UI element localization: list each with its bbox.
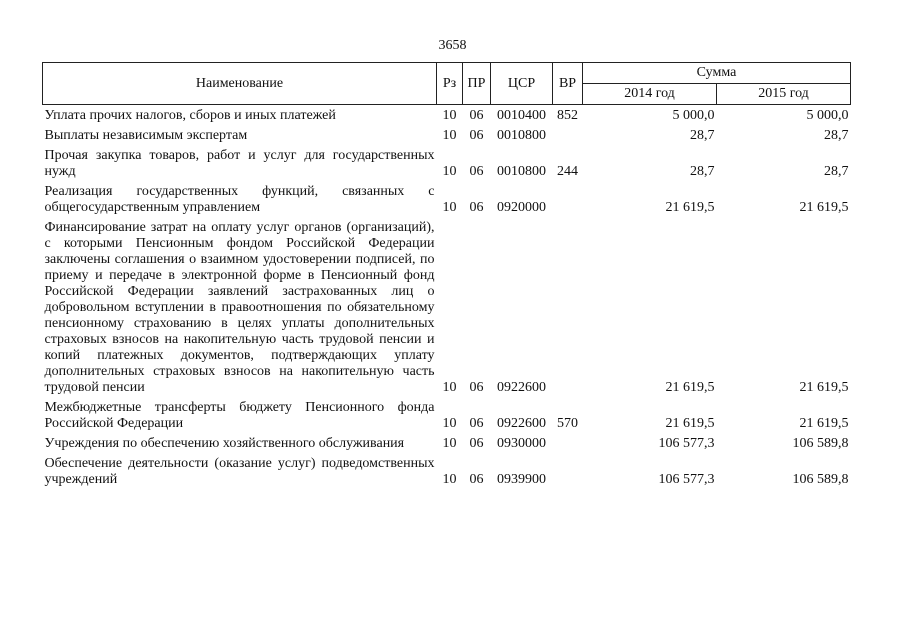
row-csr: 0010400	[497, 108, 546, 123]
row-vr: 570	[557, 416, 578, 431]
table-header	[43, 63, 851, 105]
row-name: Реализация государственных функций, связанных с общегосударственным управлением	[44, 184, 435, 215]
header-sum: Сумма	[583, 63, 851, 84]
row-sum-2015: 21 619,5	[799, 380, 849, 395]
row-pr: 06	[469, 472, 484, 487]
header-name: Наименование	[43, 63, 437, 105]
row-vr	[553, 436, 583, 456]
table-row	[43, 436, 851, 456]
row-name: Финансирование затрат на оплату услуг органов (организаций), с которыми Пенсионным фондом Российской Федерации заключены соглашения о взаимном удостоверении подписей, по приему и передаче в электронной форме в Пенсионный фонд Российской Федерации заявлений застрахованных лиц о добровольном вступлении в правоотношения по обязательному пенсионному страхованию в целях уплаты дополнительных страховых взносов на накопительную часть трудовой пенсии и копий платежных документов, подтверждающих уплату дополнительных страховых взносов на накопительную часть трудовой пенсии	[44, 220, 435, 395]
row-csr: 0922600	[497, 416, 546, 431]
row-vr	[553, 128, 583, 148]
row-sum-2015: 21 619,5	[799, 200, 849, 215]
row-sum-2015: 5 000,0	[806, 108, 849, 123]
row-sum-2015: 21 619,5	[799, 416, 849, 431]
row-sum-2015: 28,7	[824, 164, 849, 179]
row-pr: 06	[469, 164, 484, 179]
header-rz: Рз	[437, 63, 463, 105]
page-number: 3658	[438, 38, 467, 53]
row-sum-2015: 106 589,8	[792, 436, 849, 451]
row-sum-2014: 21 619,5	[665, 416, 715, 431]
row-rz: 10	[442, 128, 457, 143]
row-sum-2014: 5 000,0	[672, 108, 715, 123]
row-rz: 10	[442, 436, 457, 451]
row-vr	[553, 184, 583, 220]
row-name: Межбюджетные трансферты бюджету Пенсионного фонда Российской Федерации	[44, 400, 435, 431]
table-body	[43, 105, 851, 493]
row-sum-2014: 21 619,5	[665, 200, 715, 215]
row-rz: 10	[442, 416, 457, 431]
row-sum-2014: 21 619,5	[665, 380, 715, 395]
row-sum-2014: 106 577,3	[658, 436, 715, 451]
table-row	[43, 220, 851, 400]
row-name: Обеспечение деятельности (оказание услуг) подведомственных учреждений	[44, 456, 435, 487]
header-csr: ЦСР	[491, 63, 553, 105]
row-pr: 06	[469, 200, 484, 215]
row-sum-2015: 28,7	[824, 128, 849, 143]
row-pr: 06	[469, 108, 484, 123]
row-name: Уплата прочих налогов, сборов и иных платежей	[44, 108, 336, 123]
table-row	[43, 128, 851, 148]
row-vr	[553, 456, 583, 492]
budget-table	[42, 62, 851, 492]
row-sum-2015: 106 589,8	[792, 472, 849, 487]
row-pr: 06	[469, 380, 484, 395]
row-name: Прочая закупка товаров, работ и услуг для государственных нужд	[44, 148, 435, 179]
row-csr: 0939900	[497, 472, 546, 487]
row-vr: 244	[557, 164, 578, 179]
row-rz: 10	[442, 200, 457, 215]
header-pr: ПР	[463, 63, 491, 105]
row-csr: 0922600	[497, 380, 546, 395]
header-year-2015: 2015 год	[717, 84, 851, 105]
table-row	[43, 105, 851, 129]
row-rz: 10	[442, 164, 457, 179]
row-csr: 0930000	[497, 436, 546, 451]
row-pr: 06	[469, 436, 484, 451]
table-row	[43, 184, 851, 220]
header-vr: ВР	[553, 63, 583, 105]
table-row	[43, 148, 851, 184]
row-name: Выплаты независимым экспертам	[44, 128, 248, 143]
row-csr: 0010800	[497, 164, 546, 179]
table-row	[43, 456, 851, 492]
row-name: Учреждения по обеспечению хозяйственного обслуживания	[44, 436, 405, 451]
row-sum-2014: 28,7	[690, 164, 715, 179]
row-vr	[553, 220, 583, 400]
row-rz: 10	[442, 108, 457, 123]
row-pr: 06	[469, 128, 484, 143]
header-year-2014: 2014 год	[583, 84, 717, 105]
row-sum-2014: 106 577,3	[658, 472, 715, 487]
table-row	[43, 400, 851, 436]
row-rz: 10	[442, 380, 457, 395]
row-sum-2014: 28,7	[690, 128, 715, 143]
row-rz: 10	[442, 472, 457, 487]
row-pr: 06	[469, 416, 484, 431]
row-csr: 0920000	[497, 200, 546, 215]
row-csr: 0010800	[497, 128, 546, 143]
row-vr: 852	[557, 108, 578, 123]
